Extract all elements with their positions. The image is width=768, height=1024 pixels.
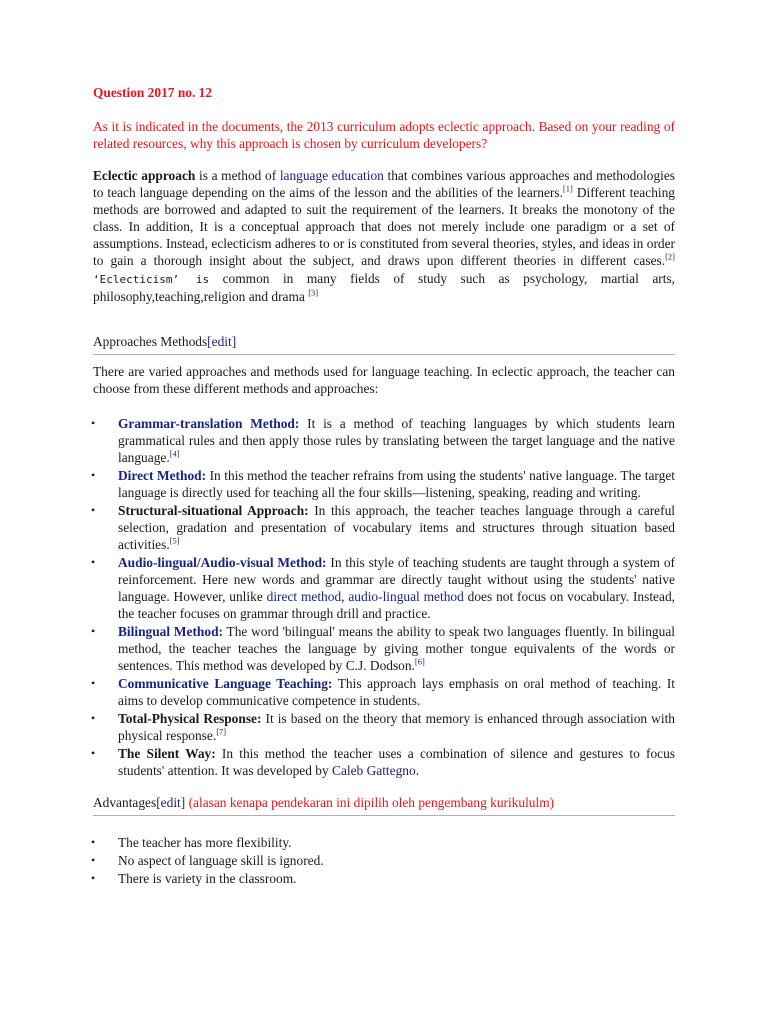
ref-1[interactable]: [1]: [562, 183, 573, 194]
method-text: It is based on the theory that memory is enhanced through association with physical response.: [118, 711, 675, 743]
approaches-intro: There are varied approaches and methods used for language teaching. In eclectic approach, the teacher can choose from these different methods and approaches:: [93, 364, 675, 396]
bullet-icon: •: [91, 853, 96, 867]
list-item: [93, 467, 675, 501]
advantage-text: There is variety in the classroom.: [118, 871, 297, 886]
intro-text-4: common in many fields of study such as psychology, martial arts, philosophy,teaching,religion and drama: [93, 271, 675, 304]
bullet-icon: •: [91, 835, 96, 849]
list-item: [93, 710, 675, 744]
advantage-text: No aspect of language skill is ignored.: [118, 853, 324, 868]
ref-3[interactable]: [3]: [308, 287, 319, 298]
intro-term: Eclectic approach: [93, 168, 196, 183]
method-text: In this approach, the teacher teaches language through a careful selection, gradation and presentation of vocabulary items and structures through situation based activities.: [118, 503, 675, 552]
list-item: [93, 623, 675, 674]
link-audio-lingual-method[interactable]: audio-lingual method: [348, 589, 464, 604]
bullet-icon: •: [91, 468, 96, 482]
intro-text-1: is a method of: [195, 168, 280, 183]
ref-5[interactable]: [5]: [169, 535, 180, 546]
methods-list: [93, 415, 675, 779]
method-text: .: [415, 763, 420, 778]
bullet-icon: •: [91, 746, 96, 760]
list-item: [93, 834, 675, 851]
list-item: [93, 415, 675, 466]
method-text: In this method the teacher refrains from using the students' native language. The target language is directly used for teaching all the four skills—listening, speaking, reading and writing.: [118, 468, 675, 500]
bullet-icon: •: [91, 416, 96, 430]
advantages-note: (alasan kenapa pendekaran ini dipilih oleh pengembang kurikululm): [185, 795, 555, 810]
approaches-heading-text: Approaches Methods: [93, 334, 208, 349]
ref-2[interactable]: [2]: [665, 251, 675, 262]
advantages-heading-text: Advantages: [93, 795, 157, 810]
bullet-icon: •: [91, 503, 96, 517]
method-text: This approach lays emphasis on oral method of teaching. It aims to develop communicative competence in students.: [118, 676, 675, 708]
bullet-icon: •: [91, 676, 96, 690]
method-name[interactable]: Grammar-translation Method:: [118, 416, 300, 431]
bullet-icon: •: [91, 711, 96, 725]
advantages-edit-link[interactable]: [edit]: [156, 795, 186, 810]
bullet-icon: •: [91, 555, 96, 569]
link-language-education[interactable]: language education: [279, 168, 384, 183]
method-name: Structural-situational Approach:: [118, 503, 309, 518]
advantages-list: [93, 834, 675, 887]
method-name[interactable]: Bilingual Method:: [118, 624, 223, 639]
method-text-sep: ,: [341, 589, 349, 604]
list-item: [93, 675, 675, 709]
approaches-edit-link[interactable]: [edit]: [207, 334, 237, 349]
list-item: [93, 502, 675, 553]
method-text: The word 'bilingual' means the ability to speak two languages fluently. In bilingual method, the teacher teaches the language by giving mother tongue equivalents of the words or sentences. This method was developed by C.J. Dodson.: [118, 624, 675, 673]
method-text: In this method the teacher uses a combination of silence and gestures to focus students' attention. It was developed by: [118, 746, 676, 778]
link-caleb-gattegno[interactable]: Caleb Gattegno: [332, 763, 416, 778]
ref-7[interactable]: [7]: [216, 726, 227, 737]
method-name[interactable]: Audio-lingual/Audio-visual Method:: [118, 555, 327, 570]
method-text: It is a method of teaching languages by which students learn grammatical rules and then apply those rules by translating between the target language and the native language.: [118, 416, 675, 465]
bullet-icon: •: [91, 624, 96, 638]
approaches-heading: [93, 333, 675, 355]
method-name[interactable]: Communicative Language Teaching:: [118, 676, 333, 691]
list-item: [93, 745, 675, 779]
method-name: The Silent Way:: [118, 746, 216, 761]
question-title: Question 2017 no. 12: [93, 85, 213, 100]
advantages-heading: [93, 794, 675, 816]
ref-6[interactable]: [6]: [414, 656, 425, 667]
document-page: [93, 84, 675, 888]
method-name: Total-Physical Response:: [118, 711, 262, 726]
method-name[interactable]: Direct Method:: [118, 468, 207, 483]
intro-quote: ‘Eclecticism’ is: [93, 273, 210, 286]
bullet-icon: •: [91, 871, 96, 885]
intro-paragraph: [93, 167, 675, 305]
advantage-text: The teacher has more flexibility.: [118, 835, 292, 850]
list-item: [93, 852, 675, 869]
question-body: As it is indicated in the documents, the 2013 curriculum adopts eclectic approach. Based on your reading of related resources, why this approach is chosen by curriculum developers?: [93, 119, 675, 151]
method-text: In this style of teaching students are taught through a system of reinforcement. Here new words and grammar are directly taught without using the students' native language. However, unlike: [118, 555, 675, 604]
intro-text-3: Different teaching methods are borrowed and adapted to suit the requirement of the learners. It breaks the monotony of the class. In addition, It is a conceptual approach that does not merely include one paradigm or a set of assumptions. Instead, eclecticism adheres to or is constituted from several theories, styles, and ideas in order to gain a thorough insight about the subject, and draws upon different theories in different cases.: [93, 185, 676, 268]
link-direct-method[interactable]: direct method: [266, 589, 342, 604]
intro-text-2: that combines various approaches and methodologies to teach language depending on the aims of the lesson and the abilities of the learners.: [93, 168, 676, 200]
ref-4[interactable]: [4]: [169, 448, 180, 459]
list-item: [93, 554, 675, 622]
list-item: [93, 870, 675, 887]
method-text: does not focus on vocabulary. Instead, the teacher focuses on grammar through drill and practice.: [118, 589, 675, 621]
